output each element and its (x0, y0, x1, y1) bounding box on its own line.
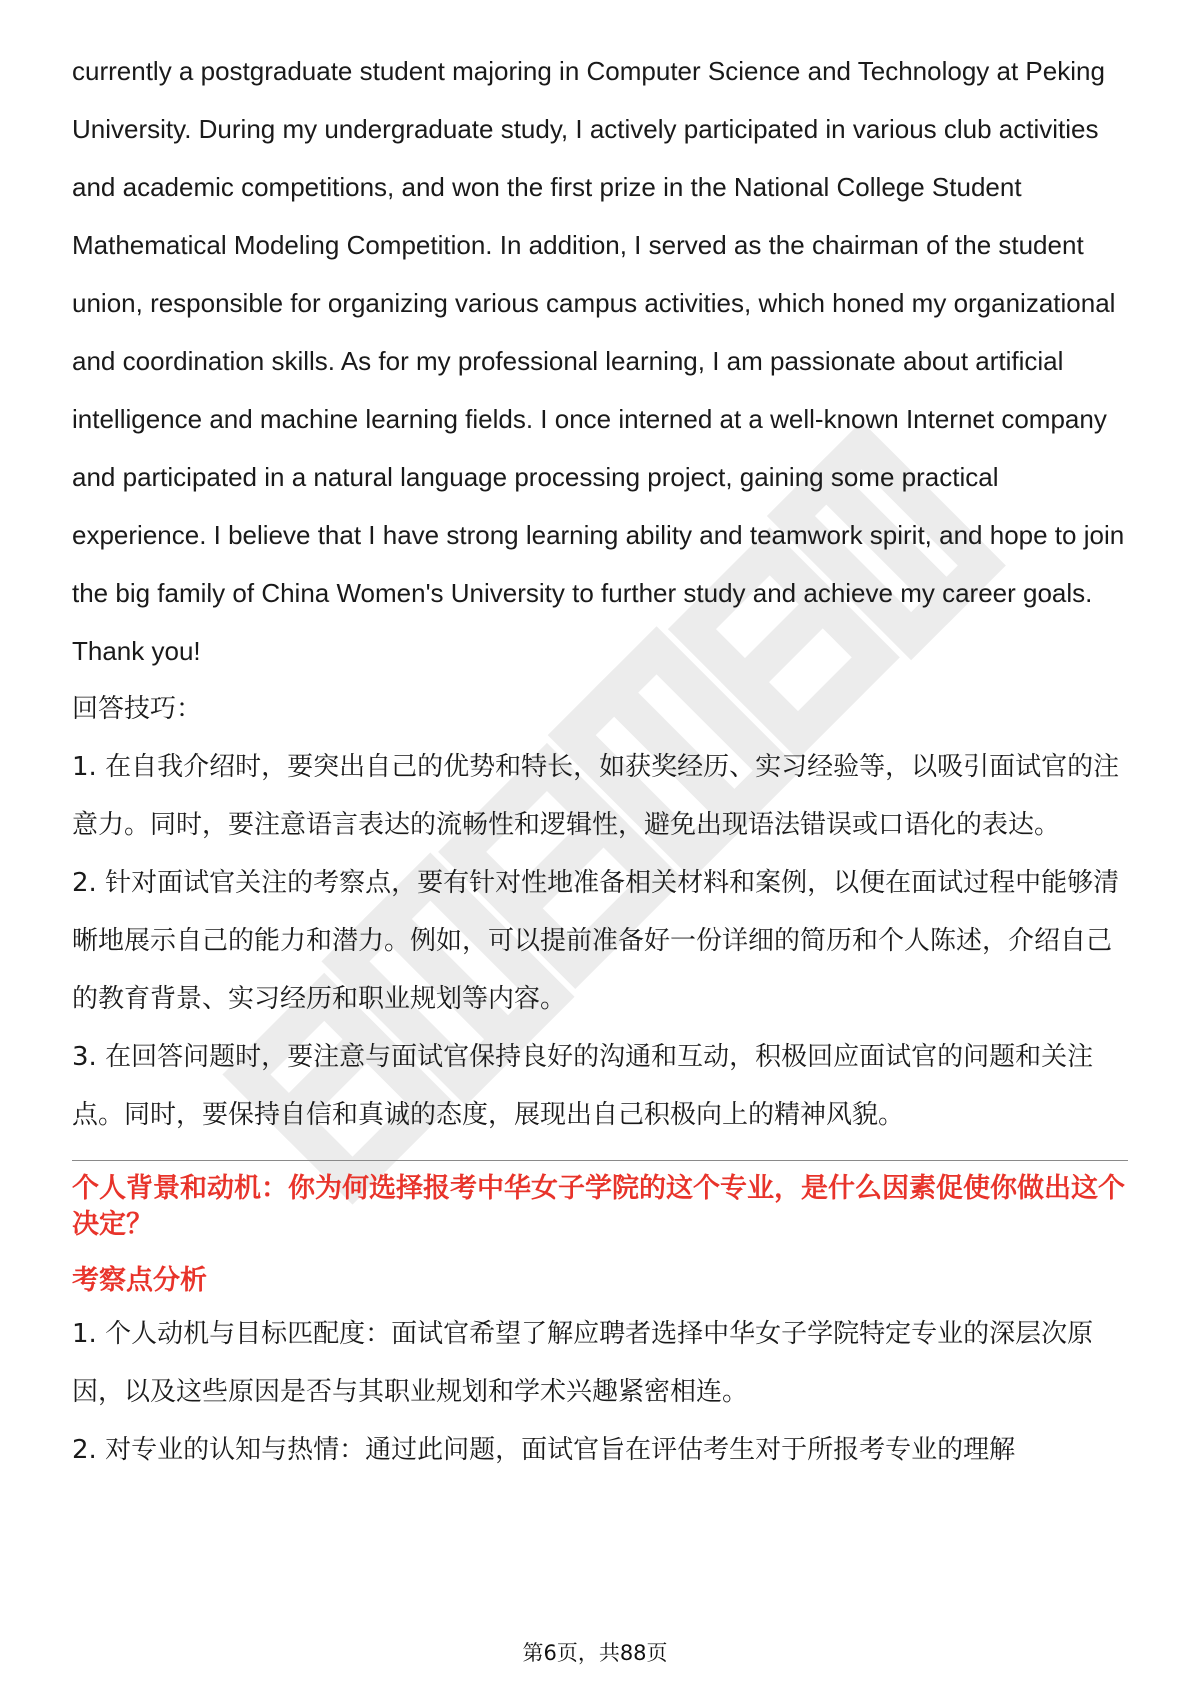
analysis-item-1: 1. 个人动机与目标匹配度：面试官希望了解应聘者选择中华女子学院特定专业的深层次原因，以及这些原因是否与其职业规划和学术兴趣紧密相连。 (72, 1319, 1094, 1407)
intro-answer-paragraph: currently a postgraduate student majoring in Computer Science and Technology at Peking University. During my undergraduate study, I actively participated in various club activities and academic competitions, and won the first prize in the National College Student Mathematical Modeling Competition. In addition, I served as the chairman of the student union, responsible for organizing various campus activities, which honed my organizational and coordination skills. As for my professional learning, I am passionate about artificial intelligence and machine learning fields. I once interned at a well-known Internet company and participated in a natural language processing project, gaining some practical experience. I believe that I have strong learning ability and teamwork spirit, and hope to join the big family of China Women's University to further study and achieve my career goals. Thank you! (72, 56, 1125, 666)
section-divider (72, 1160, 1128, 1161)
tip-item-3: 3. 在回答问题时，要注意与面试官保持良好的沟通和互动，积极回应面试官的问题和关注点。同时，要保持自信和真诚的态度，展现出自己积极向上的精神风貌。 (72, 1042, 1094, 1130)
analysis-item-2: 2. 对专业的认知与热情：通过此问题，面试官旨在评估考生对于所报考专业的理解 (72, 1435, 1016, 1465)
tip-item-1: 1. 在自我介绍时，要突出自己的优势和特长，如获奖经历、实习经验等，以吸引面试官的注意力。同时，要注意语言表达的流畅性和逻辑性，避免出现语法错误或口语化的表达。 (72, 752, 1120, 840)
question-title: 个人背景和动机：你为何选择报考中华女子学院的这个专业，是什么因素促使你做出这个决定？ (72, 1173, 1125, 1240)
tips-heading: 回答技巧： (72, 694, 203, 724)
tip-item-2: 2. 针对面试官关注的考察点，要有针对性地准备相关材料和案例，以便在面试过程中能够清晰地展示自己的能力和潜力。例如，可以提前准备好一份详细的简历和个人陈述，介绍自己的教育背景、实习经历和职业规划等内容。 (72, 868, 1120, 1014)
analysis-heading: 考察点分析 (72, 1265, 207, 1296)
page-content (72, 42, 1128, 1479)
page-number-footer: 第6页，共88页 (522, 1641, 668, 1665)
